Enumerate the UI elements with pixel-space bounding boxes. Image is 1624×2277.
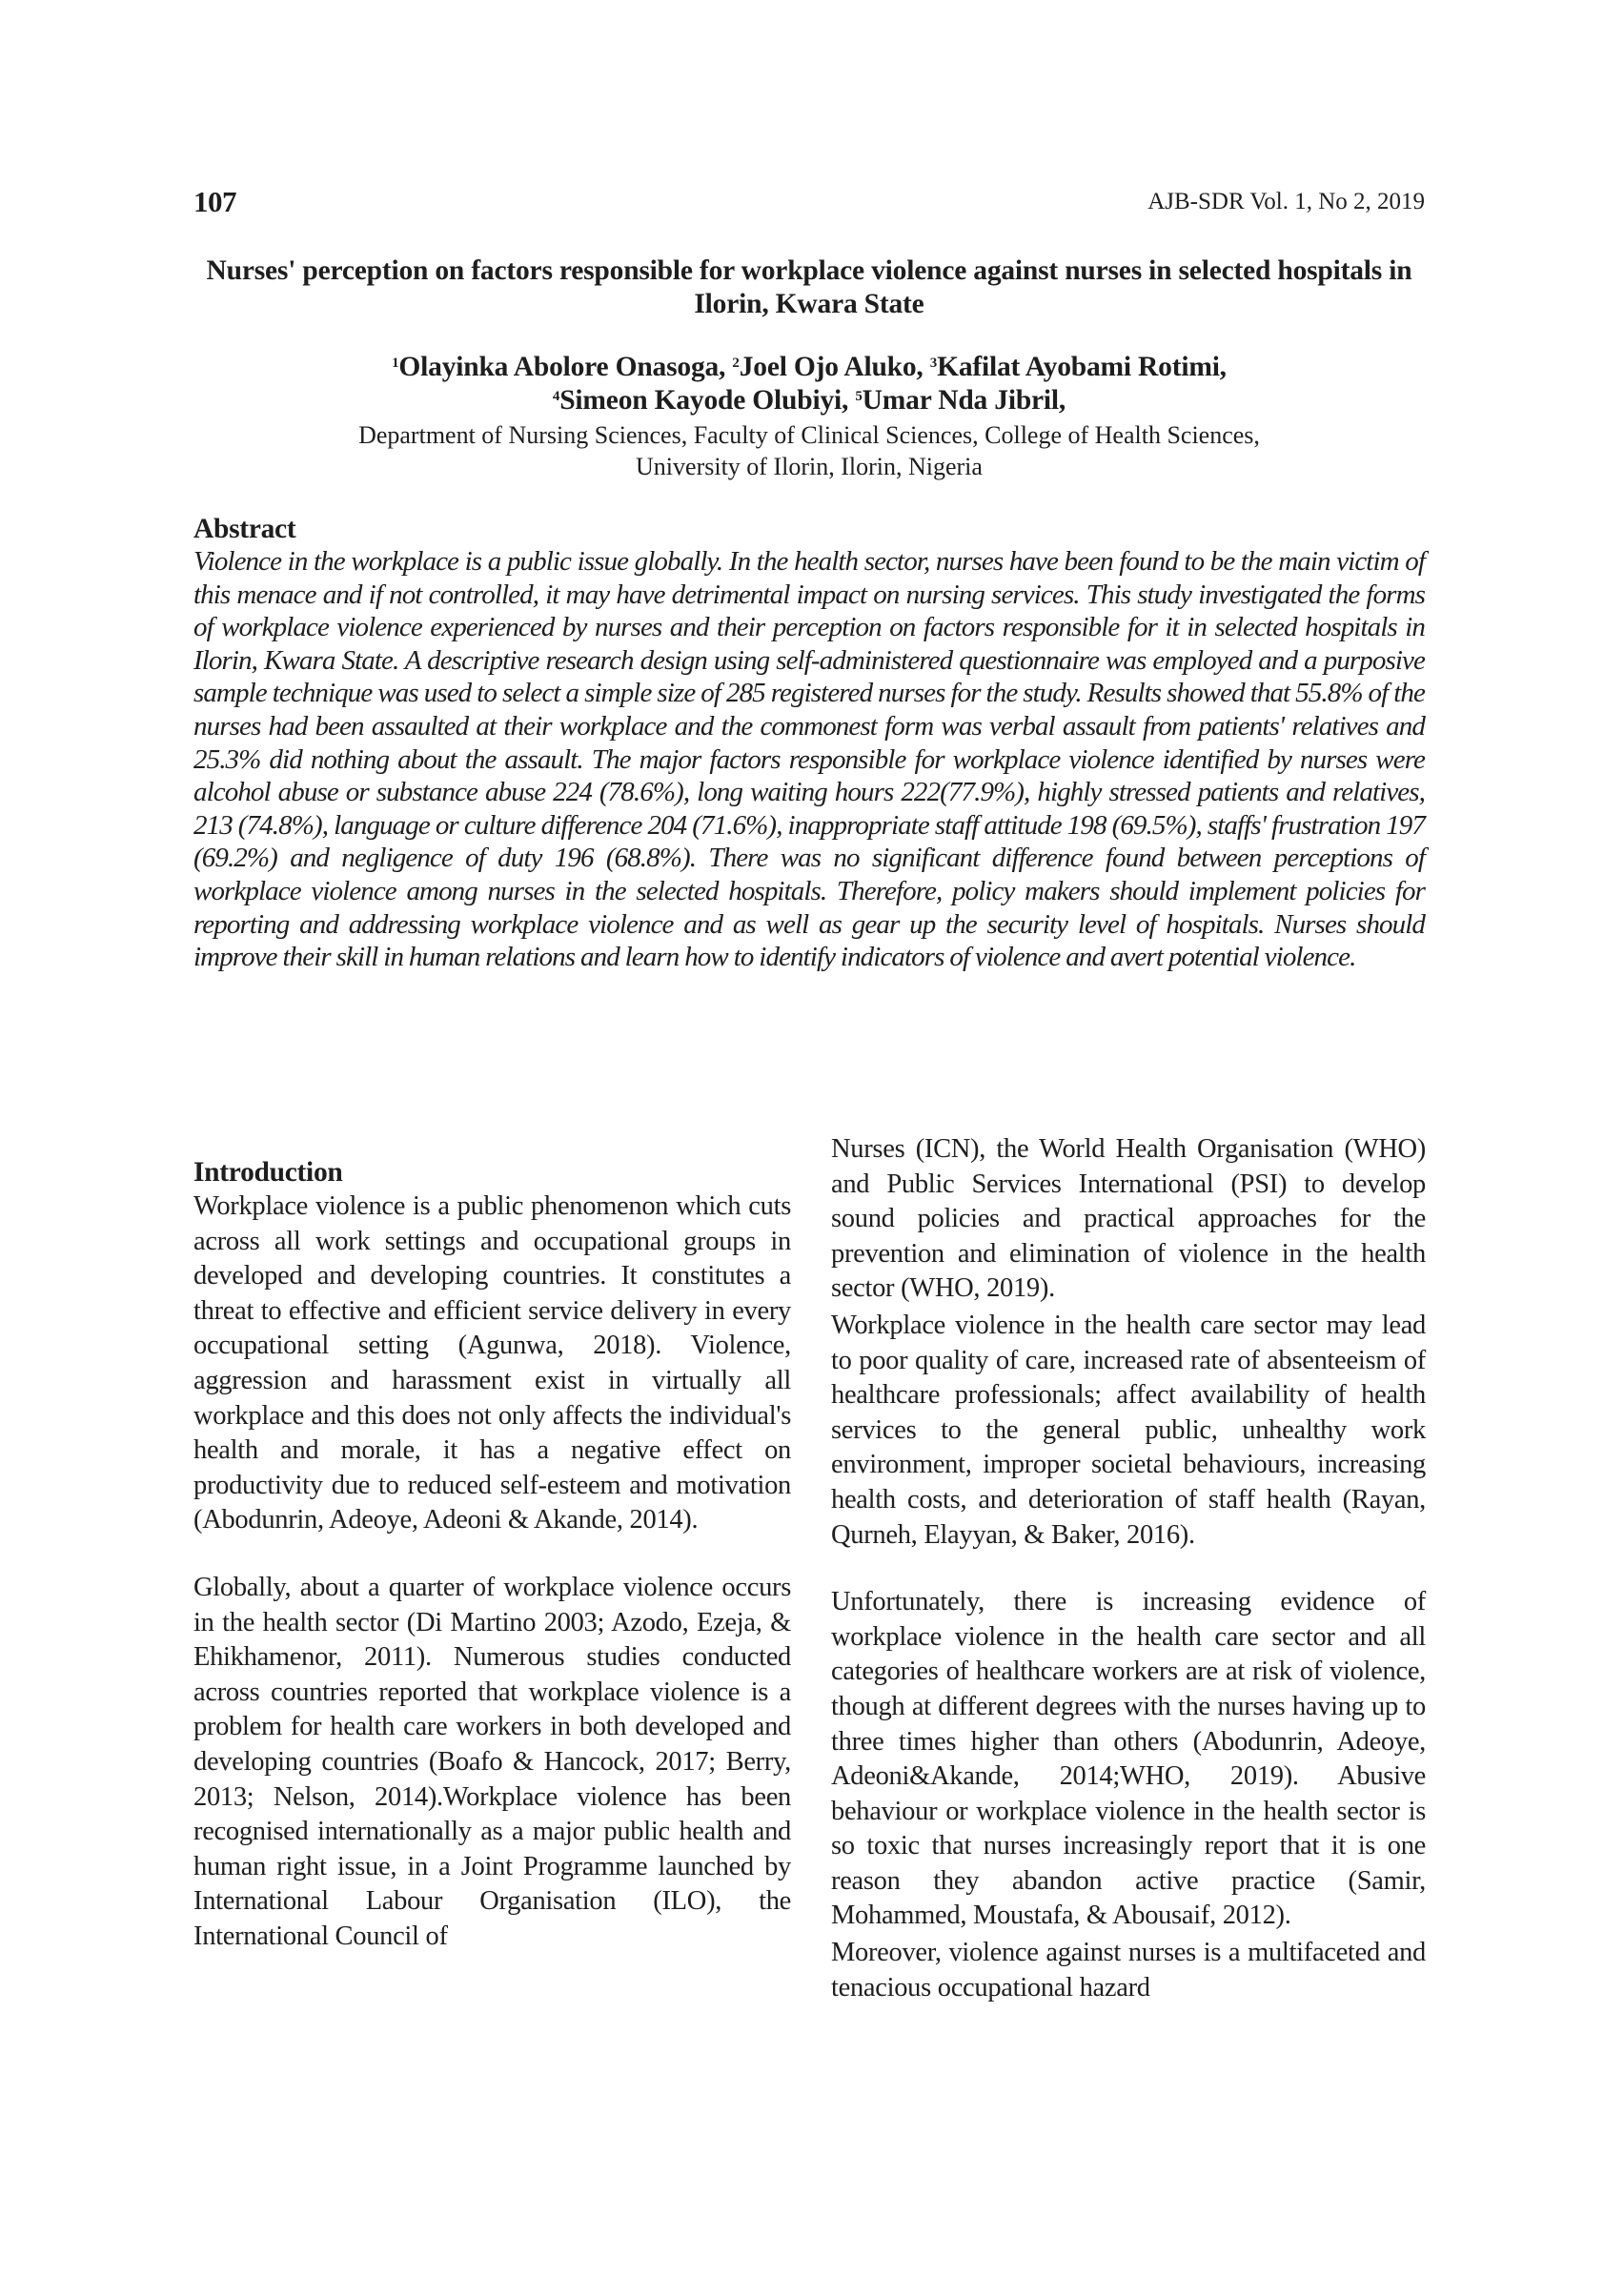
author-name: Umar Nda Jibril, xyxy=(862,385,1066,416)
affiliation-line: Department of Nursing Sciences, Faculty of Clinical Sciences, College of Health Sciences, xyxy=(358,421,1260,449)
author xyxy=(553,385,848,416)
author-list xyxy=(193,351,1425,417)
author xyxy=(392,352,725,382)
author-name: Simeon Kayode Olubiyi, xyxy=(559,385,849,416)
paragraph: Moreover, violence against nurses is a multifaceted and tenacious occupational hazard xyxy=(831,1938,1426,2003)
author-affiliation-marker: 1 xyxy=(392,356,399,371)
affiliation-line: University of Ilorin, Ilorin, Nigeria xyxy=(636,453,983,480)
abstract-body: Violence in the workplace is a public issue globally. In the health sector, nurses have been found to be the main victim of this menace and if not controlled, it may have detrimental impact on nursing services. This study investigated the forms of workplace violence experienced by nurses and their perception on factors responsible for it in selected hospitals in Ilorin, Kwara State. A descriptive research design using self-administered questionnaire was employed and a purposive sample technique was used to select a simple size of 285 registered nurses for the study. Results showed that 55.8% of the nurses had been assaulted at their workplace and the commonest form was verbal assault from patients' relatives and 25.3% did nothing about the assault. The major factors responsible for workplace violence identified by nurses were alcohol abuse or substance abuse 224 (78.6%), long waiting hours 222(77.9%), highly stressed patients and relatives, 213 (74.8%), language or culture difference 204 (71.6%), inappropriate staff attitude 198 (69.5%), staffs' frustration 197 (69.2%) and negligence of duty 196 (68.8%). There was no significant difference found between perceptions of workplace violence among nurses in the selected hospitals. Therefore, policy makers should implement policies for reporting and addressing workplace violence and as well as gear up the security level of hospitals. Nurses should improve their skill in human relations and learn how to identify indicators of violence and avert potential violence. xyxy=(193,546,1425,973)
page-number: 107 xyxy=(193,185,236,218)
paragraph: Workplace violence is a public phenomenon which cuts across all work settings and occupational groups in developed and developing countries. It constitutes a threat to effective and efficient service delivery in every occupational setting (Agunwa, 2018). Violence, aggression and harassment exist in virtually all workplace and this does not only affects the individual's health and morale, it has a negative effect on productivity due to reduced self-esteem and motivation (Abodunrin, Adeoye, Adeoni & Akande, 2014). xyxy=(193,1191,791,1535)
author-affiliation-marker: 4 xyxy=(552,389,560,404)
author-name: Kafilat Ayobami Rotimi, xyxy=(937,352,1227,382)
abstract-heading: Abstract xyxy=(193,514,296,544)
author xyxy=(855,385,1066,416)
running-header xyxy=(193,185,1425,223)
author-affiliation-marker: 2 xyxy=(732,356,740,371)
paragraph: Nurses (ICN), the World Health Organisation (WHO) and Public Services International (PSI) to develop sound policies and practical approaches for the prevention and elimination of violence in the health sector (WHO, 2019). xyxy=(831,1134,1426,1304)
paragraph: Workplace violence in the health care sector may lead to poor quality of care, increased rate of absenteeism of healthcare professionals; affect availability of health services to the general public, unhealthy work environment, improper societal behaviours, increasing health costs, and deterioration of staff health (Rayan, Qurneh, Elayyan, & Baker, 2016). xyxy=(831,1310,1426,1550)
left-column xyxy=(193,1155,791,1954)
paragraph: Globally, about a quarter of workplace violence occurs in the health sector (Di Martino 2003; Azodo, Ezeja, & Ehikhamenor, 2011). Numerous studies conducted across countries reported that workplace violence is a problem for health care workers in both developed and developing countries (Boafo & Hancock, 2017; Berry, 2013; Nelson, 2014).Workplace violence has been recognised internationally as a major public health and human right issue, in a Joint Programme launched by International Labour Organisation (ILO), the International Council of xyxy=(193,1572,791,1951)
paragraph: Unfortunately, there is increasing evidence of workplace violence in the health care sector and all categories of healthcare workers are at risk of violence, though at different degrees with the nurses having up to three times higher than others (Abodunrin, Adeoye, Adeoni&Akande, 2014;WHO, 2019). Abusive behaviour or workplace violence in the health sector is so toxic that nurses increasingly report that it is one reason they abandon active practice (Samir, Mohammed, Moustafa, & Abousaif, 2012). xyxy=(831,1587,1426,1931)
journal-reference: AJB-SDR Vol. 1, No 2, 2019 xyxy=(1147,189,1425,214)
right-column xyxy=(831,1132,1426,2005)
author-affiliation-marker: 5 xyxy=(855,389,863,404)
author-affiliation xyxy=(193,419,1425,482)
introduction-heading: Introduction xyxy=(193,1157,343,1188)
author-name: Olayinka Abolore Onasoga, xyxy=(398,352,726,382)
author-affiliation-marker: 3 xyxy=(929,356,938,371)
article-title: Nurses' perception on factors responsible for workplace violence against nurses in selected hospitals in Ilorin, Kwara State xyxy=(206,255,1412,319)
author xyxy=(930,352,1227,382)
author-name: Joel Ojo Aluko, xyxy=(739,352,924,382)
author xyxy=(732,352,923,382)
